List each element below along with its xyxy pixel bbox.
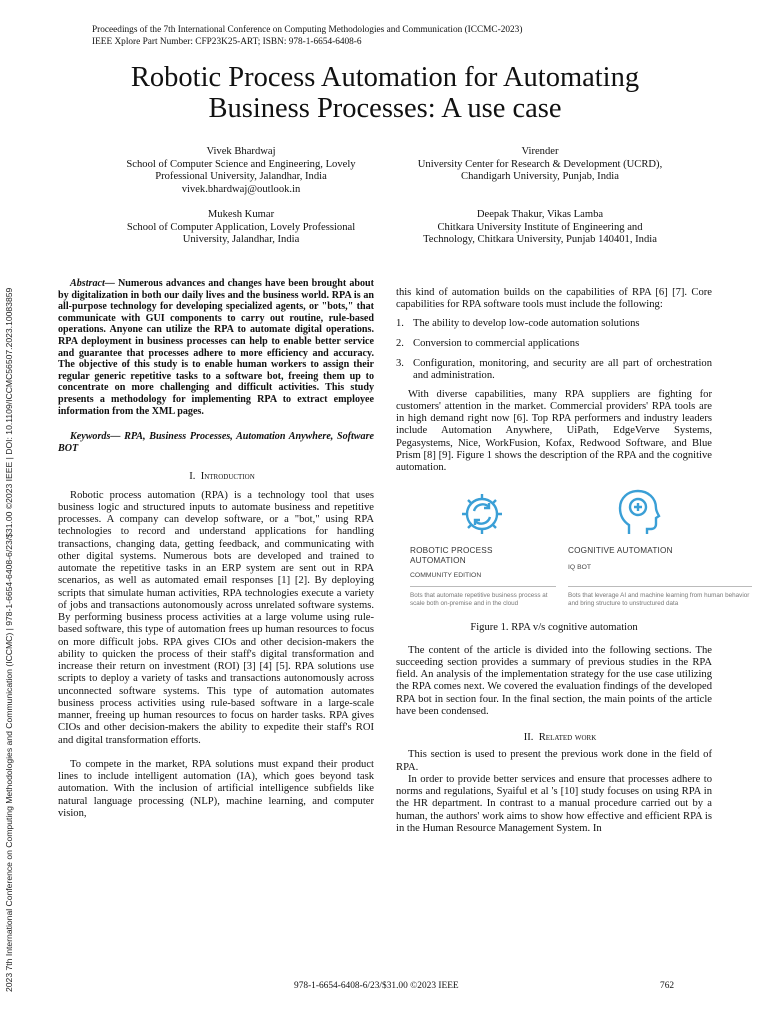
capabilities-list (396, 318, 712, 383)
header-line-2: IEEE Xplore Part Number: CFP23K25-ART; ISBN: 978-1-6654-6408-6 (92, 37, 362, 47)
figure-divider (410, 586, 556, 587)
figure-divider (568, 586, 752, 587)
list-item (396, 338, 712, 350)
list-number: 3. (396, 358, 404, 369)
rpa-panel (410, 546, 560, 582)
section-heading-introduction (58, 471, 374, 483)
footer-copyright: 978-1-6654-6408-6/23/$31.00 ©2023 IEEE (294, 981, 459, 991)
cognitive-title: COGNITIVE AUTOMATION (568, 546, 673, 556)
right-paragraph-1: this kind of automation builds on the capabilities of RPA [6] [7]. Core capabilities for RPA software tools must include the following: (396, 287, 712, 311)
figure-caption: Figure 1. RPA v/s cognitive automation (470, 622, 638, 634)
keywords (58, 431, 374, 454)
author-affiliation: School of Computer Application, Lovely Professional (126, 221, 356, 233)
right-paragraph-4: This section is used to present the previous work done in the field of RPA. (396, 749, 712, 773)
section-number: I. (189, 471, 196, 483)
author-affiliation: School of Computer Science and Engineering, Lovely (126, 158, 356, 170)
page-number: 762 (660, 981, 675, 991)
section-title: Related work (538, 732, 597, 743)
list-text: The ability to develop low-code automation solutions (413, 317, 640, 329)
list-item (396, 358, 712, 383)
figure-rpa-vs-cognitive (396, 488, 758, 618)
intro-paragraph-2: To compete in the market, RPA solutions must expand their product lines to include intelligent automation (IA), which goes beyond task automation. With the inclusion of artificial intelligence subfields like natural language processing (NLP), machine learning, and computer vision, (58, 758, 374, 819)
section-number: II. (523, 732, 534, 743)
rpa-title-line-1: ROBOTIC PROCESS (410, 546, 493, 556)
author-affiliation: Technology, Chitkara University, Punjab 140401, India (423, 234, 657, 246)
right-paragraph-3: The content of the article is divided into the following sections. The succeeding section provides a summary of previous studies in the RPA field. An analysis of the implementation strategy for the use case utilizing the RPA comes next. We covered the evaluation findings of the developed RPA bot in section four. In the final section, the main points of the article have been condensed. (396, 644, 712, 717)
right-paragraph-5: In order to provide better services and ensure that processes adhere to norms and regulations, Syaiful et al 's [10] study focuses on using RPA in the HR department. In contrast to a manual procedure carried out by a human, the authors' work aims to show how effective and efficient RPA is in the Human Resource Management System. In (396, 773, 712, 834)
abstract-dash: — (104, 278, 115, 289)
doi-sidebar: 2023 7th International Conference on Computing Methodologies and Communication (ICCMC) | 978-1-6654-6408-6/23/$31.00 ©2023 IEEE | DOI: 10.1109/ICCMC56507.2023.10083859 (4, 287, 14, 992)
list-number: 1. (396, 317, 404, 329)
ai-brain-head-icon (615, 488, 661, 538)
abstract (58, 278, 374, 417)
rpa-description: Bots that automate repetitive business process at scale both on-premise and in the cloud (410, 592, 548, 607)
keywords-label: Keywords— (70, 431, 121, 443)
conference-header (92, 24, 522, 48)
author-block (86, 146, 396, 196)
author-block (384, 146, 696, 184)
author-name: Mukesh Kumar (207, 209, 275, 220)
author-affiliation: Professional University, Jalandhar, India (155, 171, 327, 183)
section-title: Introduction (200, 471, 255, 483)
abstract-text: Numerous advances and changes have been brought about by digitalization in both our daily lives and the business world. RPA is an all-purpose technology for developing specialized agents, or "bots," that communicate with GUI components to carry out routine, rule-based operations. Anyone can utilize the RPA to automate digital operations. RPA deployment in business processes can help to enable better service and guarantee that processes adhere to more efficiency and accuracy. The objective of this study is to enable human workers to assign their regular generic repetitive tasks to a software bot, freeing them up to concentrate on more challenging and difficult activities. This study presents a methodology for implementing RPA to extract employee information from the XML pages. (58, 278, 374, 417)
cognitive-description: Bots that leverage AI and machine learning from human behavior and bring structure to unstructured data (568, 592, 750, 607)
author-affiliation: Chitkara University Institute of Engineering and (437, 221, 643, 233)
author-affiliation: Chandigarh University, Punjab, India (461, 171, 619, 183)
author-name: Deepak Thakur, Vikas Lamba (476, 209, 604, 220)
right-paragraph-2: With diverse capabilities, many RPA suppliers are fighting for customers' attention in the market. Commercial providers' RPA tools are in high demand right now [6]. Top RPA performers and industry leaders include Automation Anywhere, UiPath, EdgeVerve Systems, Pegasystems, Nice, WorkFusion, Kofax, Redwood Software, and Blue Prism [8] [9]. Figure 1 shows the description of the RPA and the cognitive automation. (396, 388, 712, 473)
cognitive-panel (568, 546, 748, 574)
author-email: vivek.bhardwaj@outlook.in (181, 183, 301, 195)
header-line-1: Proceedings of the 7th International Conference on Computing Methodologies and Communication (ICCMC-2023) (92, 25, 523, 35)
intro-paragraph-1: Robotic process automation (RPA) is a technology tool that uses business logic and structured inputs to automate business and repetitive processes. A company can develop software, or a "bot," using RPA technologies to record and understand applications for handling transactions, changing data, getting feedback, and communicating with other digital systems. Numerous bots are developed and trained to automate the repetitive tasks in an ERP system are sent out in RPA scenarios, as well as automated email responses [1] [2]. By deploying scripts that simulate human activities, RPA technologies execute a variety of jobs and transactions autonomously across unrelated software systems. By performing business process activities at a large volume using rule-based software, this type of automation frees up human resources to focus on more difficult jobs. RPA gives CIOs and other decision-makers the ability to quicken the process of their staff's digital transformation and increase their return on investment (ROI) [3] [4] [5]. RPA solutions use scripts to deploy a variety of tasks and transactions autonomously across unconnected software systems. This type of automation automates business process activities using rule-based software in a large-scale manner, freeing up human resources to focus on harder tasks. RPA gives CIOs and other decision-makers the ability to expedite their staff's ROI and digital transformation efforts. (58, 489, 374, 746)
author-name: Vivek Bhardwaj (206, 146, 276, 157)
author-block (384, 209, 696, 247)
paper-title (40, 62, 730, 124)
right-column (396, 287, 750, 835)
rpa-subtitle: COMMUNITY EDITION (410, 572, 482, 580)
left-column (58, 278, 374, 820)
author-affiliation: University, Jalandhar, India (182, 234, 300, 246)
author-affiliation: University Center for Research & Development (UCRD), (417, 158, 663, 170)
list-item (396, 318, 712, 330)
cognitive-subtitle: IQ BOT (568, 564, 592, 572)
author-name: Virender (521, 146, 559, 157)
title-line-1: Robotic Process Automation for Automating (130, 62, 640, 93)
abstract-label: Abstract (70, 278, 105, 289)
section-heading-related-work (396, 732, 712, 744)
list-text: Configuration, monitoring, and security are all part of orchestration and administration. (413, 358, 712, 382)
author-block (86, 209, 396, 247)
rpa-title-line-2: AUTOMATION (410, 556, 466, 566)
automation-gear-icon (458, 490, 506, 538)
list-number: 2. (396, 337, 404, 349)
list-text: Conversion to commercial applications (413, 337, 580, 349)
keywords-text: RPA, Business Processes, Automation Anywhere, Software BOT (58, 431, 374, 454)
title-line-2: Business Processes: A use case (208, 93, 562, 124)
